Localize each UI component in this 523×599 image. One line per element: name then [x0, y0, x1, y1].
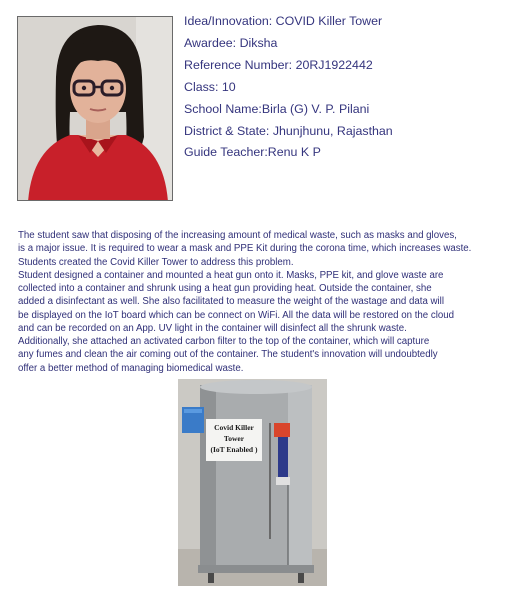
district-state-line: District & State: Jhunjhunu, Rajasthan — [184, 123, 393, 138]
description-line: is a major issue. It is required to wear a mask and PPE Kit during the corona time, which increases waste. — [18, 243, 472, 255]
description-line: Additionally, she attached an activated carbon filter to the top of the container, which will capture — [18, 336, 430, 347]
description-line: and can be recorded on an App. UV light in the container will disinfect all the shrunk waste. — [18, 322, 407, 334]
awardee-photo — [17, 16, 173, 201]
idea-line: Idea/Innovation: COVID Killer Tower — [184, 14, 383, 28]
description-line: Students created the Covid Killer Tower to address this problem. — [18, 256, 294, 268]
school-name-line: School Name:Birla (G) V. P. Pilani — [184, 101, 370, 116]
description-line: be displayed on the IoT board which can be connect on WiFi. All the data will be restored on the cloud — [18, 309, 455, 321]
device-label-line: Covid Killer — [214, 423, 254, 432]
reference-number-line: Reference Number: 20RJ1922442 — [184, 57, 373, 72]
awardee-line: Awardee: Diksha — [184, 35, 278, 50]
covid-killer-tower-photo — [178, 379, 327, 586]
innovation-description — [18, 229, 515, 375]
description-line: collected into a container and shrunk using a heat gun providing heat. Outside the container, she — [18, 283, 432, 294]
description-line: The student saw that disposing of the increasing amount of medical waste, such as masks and gloves, — [18, 230, 457, 241]
awardee-details — [184, 11, 514, 164]
device-label-line: Tower — [223, 434, 245, 443]
device-label-line: (IoT Enabled ) — [210, 445, 258, 454]
description-line: Student designed a container and mounted a heat gun onto it. Masks, PPE kit, and glove waste are — [18, 269, 444, 281]
class-line: Class: 10 — [184, 79, 236, 94]
description-line: any fumes and clean the air coming out of the container. The student's innovation will undoubtedly — [18, 349, 438, 361]
description-line: offer a better method of managing biomedical waste. — [18, 362, 244, 374]
guide-teacher-line: Guide Teacher:Renu K P — [184, 145, 321, 160]
description-line: added a disinfectant as well. She also facilitated to measure the weight of the wastage and data will — [18, 296, 444, 308]
